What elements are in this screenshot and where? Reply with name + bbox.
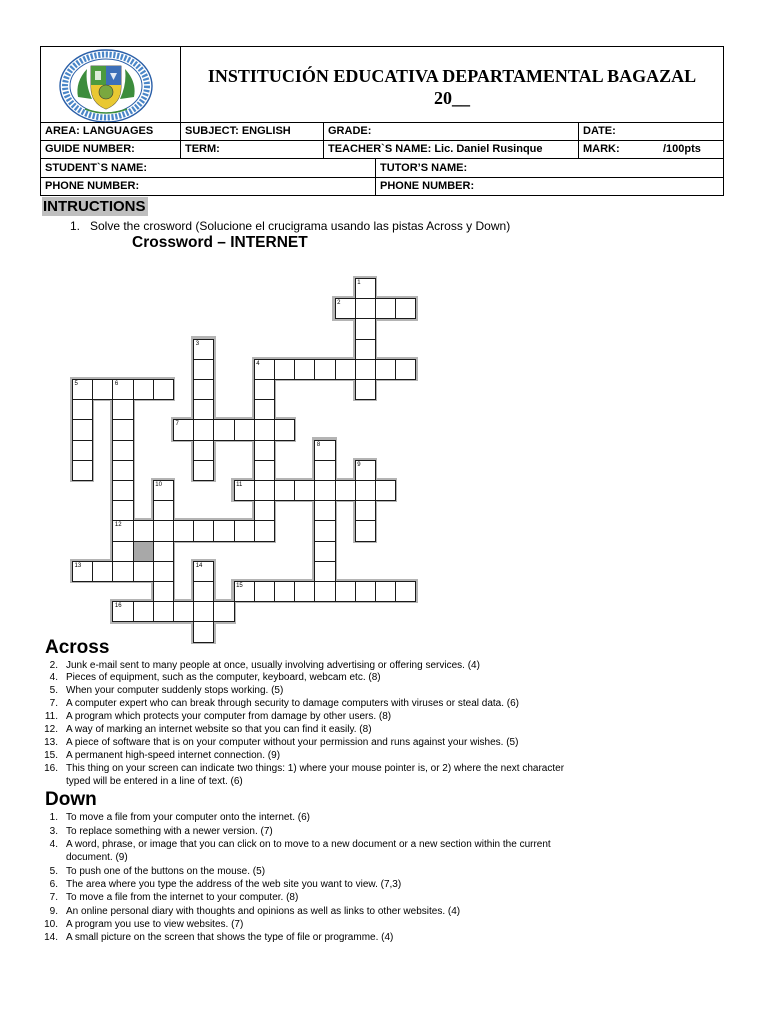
clue-number: 6. xyxy=(49,878,58,890)
crossword-cell xyxy=(133,561,154,582)
clue-text: A program you use to view websites. (7) xyxy=(66,918,244,930)
clue-text: To push one of the buttons on the mouse. (5) xyxy=(66,865,266,877)
student-name-cell: STUDENT`S NAME: xyxy=(40,158,376,178)
crossword-cell xyxy=(375,581,396,602)
crossword-cell xyxy=(153,581,174,602)
crossword-shaded-cell xyxy=(133,541,154,562)
down-clue xyxy=(42,878,582,891)
down-clue xyxy=(42,825,582,838)
crossword-cell xyxy=(355,520,376,541)
crossword-cell xyxy=(355,339,376,360)
clue-text: The area where you type the address of the web site you want to view. (7,3) xyxy=(66,878,402,890)
clue-number: 5. xyxy=(49,685,58,697)
grid-number-label: 16 xyxy=(114,603,122,610)
clue-number: 4. xyxy=(49,672,58,684)
crossword-cell xyxy=(112,561,133,582)
crossword-cell xyxy=(375,359,396,380)
down-clue xyxy=(42,918,582,931)
term-cell: TERM: xyxy=(180,140,324,159)
crossword-cell xyxy=(213,601,234,622)
mark-total: /100pts xyxy=(663,143,701,155)
down-clue xyxy=(42,905,582,918)
crossword-cell xyxy=(314,581,335,602)
down-clue xyxy=(42,811,582,824)
school-year: 20__ xyxy=(434,88,470,108)
crossword-cell xyxy=(112,440,133,461)
crossword-cell xyxy=(153,520,174,541)
crossword-cell xyxy=(314,541,335,562)
crossword-cell xyxy=(254,460,275,481)
across-clue xyxy=(42,685,582,698)
crossword-cell xyxy=(254,379,275,400)
crossword-cell xyxy=(92,379,113,400)
crossword-cell xyxy=(254,500,275,521)
crossword-cell xyxy=(294,480,315,501)
crossword-cell xyxy=(193,359,214,380)
clue-number: 11. xyxy=(44,711,58,723)
clue-number: 5. xyxy=(49,865,58,877)
crossword-cell xyxy=(355,318,376,339)
crossword-cell xyxy=(133,379,154,400)
down-clue xyxy=(42,865,582,878)
crossword-cell xyxy=(335,581,356,602)
clue-text: To move a file from the internet to your computer. (8) xyxy=(66,892,299,904)
across-clue xyxy=(42,724,582,737)
across-clue xyxy=(42,750,582,763)
clue-text: A piece of software that is on your computer without your permission and runs against your wishes. (5) xyxy=(66,736,519,748)
crossword-cell xyxy=(294,359,315,380)
grid-number-label: 5 xyxy=(74,381,78,387)
crossword-cell xyxy=(355,581,376,602)
instruction-step xyxy=(70,218,510,234)
crossword-cell xyxy=(375,480,396,501)
grid-number-label: 4 xyxy=(256,360,260,367)
clue-text: A word, phrase, or image that you can click on to move to a new document or a new section within the current document. (9) xyxy=(66,838,551,864)
crossword-cell xyxy=(314,561,335,582)
clue-number: 7. xyxy=(49,892,58,904)
clue-number: 4. xyxy=(49,838,58,850)
crossword-cell xyxy=(193,460,214,481)
crossword-cell xyxy=(355,359,376,380)
crossword-cell xyxy=(254,520,275,541)
down-clue xyxy=(42,838,582,865)
clue-number: 16. xyxy=(44,762,58,774)
mark-cell xyxy=(578,140,724,159)
grid-number-label: 14 xyxy=(195,562,203,569)
crossword-cell xyxy=(193,379,214,400)
down-heading: Down xyxy=(45,789,97,810)
crossword-cell xyxy=(314,520,335,541)
clue-number: 12. xyxy=(44,724,58,736)
crossword-cell xyxy=(153,500,174,521)
clue-text: A permanent high-speed internet connection. (9) xyxy=(66,749,281,761)
clue-text: To replace something with a newer version. (7) xyxy=(66,825,273,837)
step-number: 1. xyxy=(70,219,81,233)
crossword-cell xyxy=(314,500,335,521)
crossword-cell xyxy=(355,480,376,501)
grid-number-label: 1 xyxy=(357,280,361,286)
clue-text: Junk e-mail sent to many people at once, usually involving advertising or offering services. (4) xyxy=(66,659,480,671)
crossword-cell xyxy=(395,298,416,319)
crossword-cell xyxy=(274,581,295,602)
crossword-cell xyxy=(133,601,154,622)
grid-number-label: 7 xyxy=(175,421,179,428)
crossword-cell xyxy=(72,460,93,481)
clue-text: This thing on your screen can indicate two things: 1) where your mouse pointer is, or 2) where the next character typed will be entered in a line of text. (6) xyxy=(66,762,565,787)
clue-number: 15. xyxy=(44,749,58,761)
crossword-cell xyxy=(153,379,174,400)
mark-label: MARK: xyxy=(583,143,620,155)
area-cell: AREA: LANGUAGES xyxy=(40,122,181,141)
crossword-cell xyxy=(173,520,194,541)
crossword-title: Crossword – INTERNET xyxy=(132,234,308,251)
clue-number: 1. xyxy=(49,812,58,824)
crossword-cell xyxy=(335,480,356,501)
down-clue xyxy=(42,931,582,944)
crossword-cell xyxy=(193,581,214,602)
crossword-cell xyxy=(213,520,234,541)
clue-text: A computer expert who can break through security to damage computers with viruses or steal data. (6) xyxy=(66,698,519,710)
crossword-cell xyxy=(193,601,214,622)
clue-text: When your computer suddenly stops working. (5) xyxy=(66,685,284,697)
grade-cell: GRADE: xyxy=(323,122,579,141)
tutor-phone-cell: PHONE NUMBER: xyxy=(375,177,724,196)
crossword-cell xyxy=(153,541,174,562)
across-clue xyxy=(42,763,582,789)
crossword-cell xyxy=(254,480,275,501)
clue-text: Pieces of equipment, such as the computer, keyboard, webcam etc. (8) xyxy=(66,672,381,684)
clue-number: 13. xyxy=(44,736,58,748)
grid-number-label: 9 xyxy=(357,461,361,468)
crossword-cell xyxy=(112,500,133,521)
crossword-cell xyxy=(112,460,133,481)
subject-cell: SUBJECT: ENGLISH xyxy=(180,122,324,141)
instructions-heading: INTRUCTIONS xyxy=(43,198,146,215)
crossword-cell xyxy=(314,359,335,380)
grid-number-label: 2 xyxy=(337,300,341,307)
crossword-cell xyxy=(112,480,133,501)
grid-number-label: 8 xyxy=(316,441,321,448)
crossword-cell xyxy=(274,480,295,501)
crossword-cell xyxy=(112,419,133,440)
crossword-cell xyxy=(395,581,416,602)
grid-number-label: 10 xyxy=(155,482,162,488)
title-cell xyxy=(180,46,724,123)
down-clue-list xyxy=(42,811,582,944)
crossword-cell xyxy=(193,520,214,541)
across-clue xyxy=(42,711,582,724)
crossword-cell xyxy=(294,581,315,602)
clue-text: An online personal diary with thoughts and opinions as well as links to other websites. (4) xyxy=(66,905,461,917)
crossword-cell xyxy=(72,419,93,440)
crossword-cell xyxy=(395,359,416,380)
crossword-cell xyxy=(72,399,93,420)
grid-number-label: 6 xyxy=(114,381,119,387)
clue-number: 10. xyxy=(44,918,58,930)
crossword-cell xyxy=(274,359,295,380)
crossword-cell xyxy=(112,541,133,562)
clue-text: A program which protects your computer from damage by other users. (8) xyxy=(66,711,392,723)
crossword-cell xyxy=(355,298,376,319)
down-clue xyxy=(42,891,582,904)
crossword-cell xyxy=(355,379,376,400)
crossword-grid xyxy=(72,278,416,642)
crossword-cell xyxy=(234,419,255,440)
crossword-cell xyxy=(254,440,275,461)
crossword-cell xyxy=(193,419,214,440)
logo-cell xyxy=(40,46,181,123)
crossword-cell xyxy=(193,399,214,420)
crossword-cell xyxy=(193,440,214,461)
school-seal-icon xyxy=(41,47,180,122)
crossword-cell xyxy=(193,621,214,642)
crossword-cell xyxy=(254,399,275,420)
tutor-name-cell: TUTOR’S NAME: xyxy=(375,158,724,178)
crossword-cell xyxy=(335,359,356,380)
across-clue xyxy=(42,660,582,673)
crossword-cell xyxy=(153,561,174,582)
clue-text: A way of marking an internet website so that you can find it easily. (8) xyxy=(66,724,372,736)
crossword-cell xyxy=(153,601,174,622)
across-clue xyxy=(42,737,582,750)
clue-number: 14. xyxy=(44,932,58,944)
crossword-cell xyxy=(274,419,295,440)
clue-number: 2. xyxy=(49,659,58,671)
school-name: INSTITUCIÓN EDUCATIVA DEPARTAMENTAL BAGAZAL xyxy=(207,66,697,86)
grid-number-label: 12 xyxy=(114,522,122,529)
crossword-cell xyxy=(314,460,335,481)
clue-number: 3. xyxy=(49,825,58,837)
clue-number: 9. xyxy=(49,905,58,917)
grid-number-label: 11 xyxy=(236,482,243,488)
across-heading: Across xyxy=(45,637,110,658)
clue-text: A small picture on the screen that shows the type of file or programme. (4) xyxy=(66,932,394,944)
guide-number-cell: GUIDE NUMBER: xyxy=(40,140,181,159)
crossword-cell xyxy=(173,601,194,622)
clue-number: 7. xyxy=(49,698,58,710)
crossword-cell xyxy=(72,440,93,461)
teacher-name-cell: TEACHER`S NAME: Lic. Daniel Rusinque xyxy=(323,140,579,159)
crossword-cell xyxy=(355,500,376,521)
step-text: Solve the crosword (Solucione el crucigrama usando las pistas Across y Down) xyxy=(90,219,511,233)
student-phone-cell: PHONE NUMBER: xyxy=(40,177,376,196)
crossword-cell xyxy=(254,419,275,440)
crossword-cell xyxy=(112,399,133,420)
crossword-cell xyxy=(133,520,154,541)
across-clue-list xyxy=(42,660,582,789)
crossword-cell xyxy=(213,419,234,440)
grid-number-label: 3 xyxy=(195,340,200,347)
clue-text: To move a file from your computer onto the internet. (6) xyxy=(66,812,310,824)
crossword-cell xyxy=(234,520,255,541)
across-clue xyxy=(42,672,582,685)
crossword-cell xyxy=(375,298,396,319)
across-clue xyxy=(42,698,582,711)
crossword-cell xyxy=(314,480,335,501)
date-cell: DATE: xyxy=(578,122,724,141)
crossword-cell xyxy=(92,561,113,582)
grid-number-label: 13 xyxy=(74,562,82,569)
crossword-cell xyxy=(254,581,275,602)
grid-number-label: 15 xyxy=(236,583,243,589)
